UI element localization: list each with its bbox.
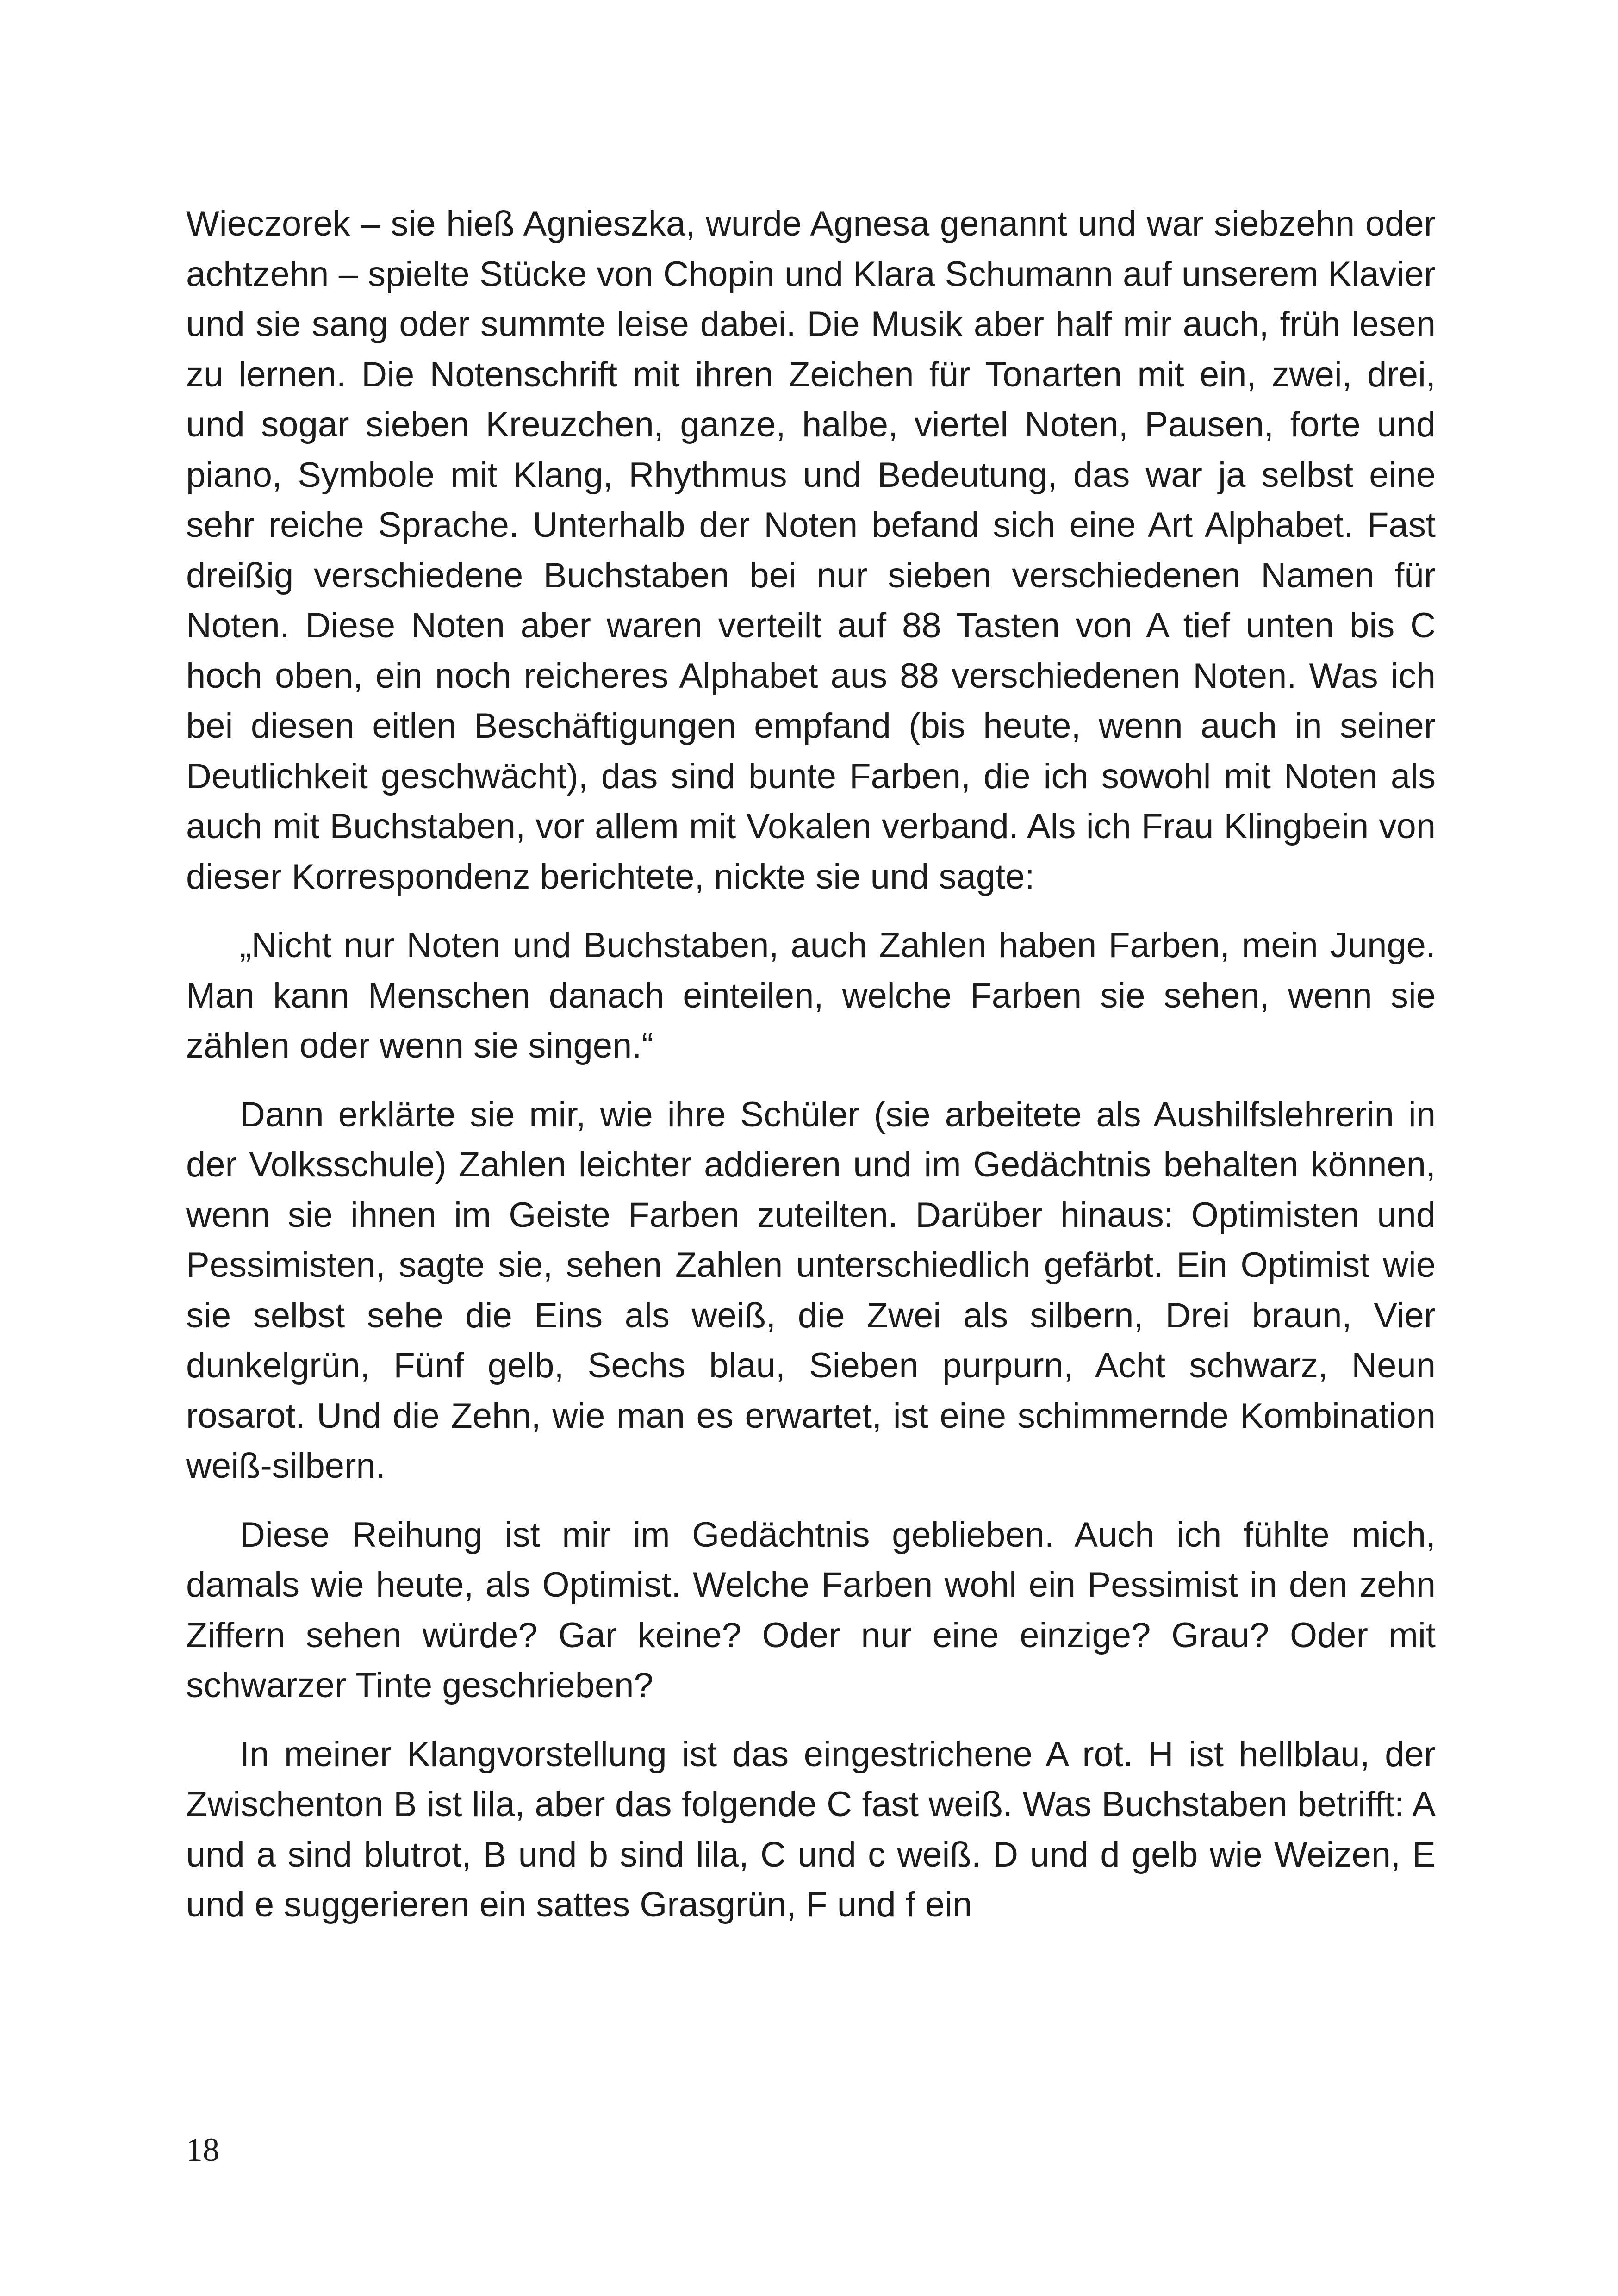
paragraph-3: Dann erklärte sie mir, wie ihre Schüler (sie arbeitete als Aushilfslehrerin in der Volksschule) Zahlen leichter addieren und im Gedächtnis behalten können, wenn sie ihnen im Geiste Farben zuteilten. Darüber hinaus: Optimisten und Pessimisten, sagte sie, sehen Zahlen unterschiedlich gefärbt. Ein Optimist wie sie selbst sehe die Eins als weiß, die Zwei als silbern, Drei braun, Vier dunkelgrün, Fünf gelb, Sechs blau, Sieben purpurn, Acht schwarz, Neun rosarot. Und die Zehn, wie man es erwartet, ist eine schimmernde Kombination weiß-silbern.: [186, 1095, 1436, 1486]
page-body: [186, 199, 1436, 1930]
paragraph-5: In meiner Klangvorstellung ist das eingestrichene A rot. H ist hellblau, der Zwischenton B ist lila, aber das folgende C fast weiß. Was Buchstaben betrifft: A und a sind blutrot, B und b sind lila, C und c weiß. D und d gelb wie Weizen, E und e suggerieren ein sattes Grasgrün, F und f ein: [186, 1734, 1436, 1924]
paragraph-4: Diese Reihung ist mir im Gedächtnis geblieben. Auch ich fühlte mich, damals wie heute, als Optimist. Welche Farben wohl ein Pessimist in den zehn Ziffern sehen würde? Gar keine? Oder nur eine einzige? Grau? Oder mit schwarzer Tinte geschrieben?: [186, 1515, 1436, 1705]
paragraph-1: Wieczorek – sie hieß Agnieszka, wurde Agnesa genannt und war siebzehn oder achtzehn – spielte Stücke von Chopin und Klara Schumann auf unserem Klavier und sie sang oder summte leise dabei. Die Musik aber half mir auch, früh lesen zu lernen. Die Notenschrift mit ihren Zeichen für Tonarten mit ein, zwei, drei, und sogar sieben Kreuzchen, ganze, halbe, viertel Noten, Pausen, forte und piano, Symbole mit Klang, Rhythmus und Bedeutung, das war ja selbst eine sehr reiche Sprache. Unterhalb der Noten befand sich eine Art Alphabet. Fast dreißig verschiedene Buchstaben bei nur sieben verschiedenen Namen für Noten. Diese Noten aber waren verteilt auf 88 Tasten von A tief unten bis C hoch oben, ein noch reicheres Alphabet aus 88 verschiedenen Noten. Was ich bei diesen eitlen Beschäftigungen empfand (bis heute, wenn auch in seiner Deutlichkeit geschwächt), das sind bunte Farben, die ich sowohl mit Noten als auch mit Buchstaben, vor allem mit Vokalen verband. Als ich Frau Klingbein von dieser Korrespondenz berichtete, nickte sie und sagte:: [186, 204, 1436, 896]
paragraph-2-quote: „Nicht nur Noten und Buchstaben, auch Zahlen haben Farben, mein Junge. Man kann Menschen danach einteilen, welche Farben sie sehen, wenn sie zählen oder wenn sie singen.“: [186, 926, 1436, 1065]
page-number: 18: [186, 2131, 219, 2168]
